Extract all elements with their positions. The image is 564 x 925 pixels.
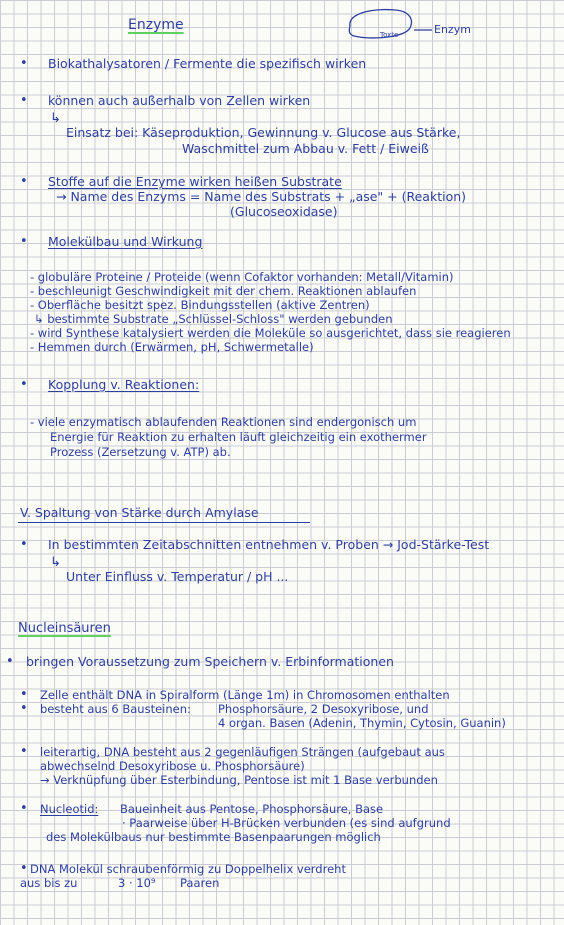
s7-l3: → Verknüpfung über Esterbindung, Pentose ist mit 1 Base verbunden (40, 773, 438, 787)
s6-line2: Unter Einfluss v. Temperatur / pH ... (66, 569, 289, 584)
s3-line2: → Name des Enzyms = Name des Substrats + „ase" + (Reaktion) (56, 189, 467, 204)
s7-d3: 3 · 10⁹ (118, 876, 156, 890)
s7-d1: DNA Molekül schraubenförmig zu Doppelhelix verdreht (30, 862, 346, 876)
bullet: • (20, 701, 28, 716)
s7-z2c: 4 organ. Basen (Adenin, Thymin, Cytosin, Guanin) (218, 716, 506, 730)
s6-heading: V. Spaltung von Stärke durch Amylase (20, 505, 259, 520)
s7-n4: des Molekülbaus nur bestimmte Basenpaarungen möglich (46, 830, 381, 844)
s7-d2: aus bis zu (20, 876, 78, 890)
bullet: • (20, 93, 28, 108)
einsatz-line-2: Waschmittel zum Abbau v. Fett / Eiweiß (182, 141, 429, 156)
s4-item: - globuläre Proteine / Proteide (wenn Cofaktor vorhanden: Metall/Vitamin) (30, 270, 454, 284)
s7-z1: Zelle enthält DNA in Spiralform (Länge 1m) in Chromosomen enthalten (40, 688, 450, 702)
bullet: • (20, 537, 28, 552)
s3-line1: Stoffe auf die Enzyme wirken heißen Substrate (48, 174, 342, 189)
bullet: • (6, 654, 14, 669)
bullet: • (20, 174, 28, 189)
arrow-icon: ↳ (50, 111, 61, 126)
arrow-icon: ↳ (50, 555, 61, 570)
bullet: • (20, 687, 28, 702)
s4-item: - wird Synthese katalysiert werden die Moleküle so ausgerichtet, dass sie reagieren (30, 326, 511, 340)
s4-heading: Molekülbau und Wirkung (48, 234, 203, 249)
s1-line: Biokathalysatoren / Fermente die spezifisch wirken (48, 56, 367, 71)
s7-z2: besteht aus 6 Bausteinen: (40, 702, 191, 716)
bullet: • (20, 56, 28, 71)
page-title: Enzyme (128, 17, 184, 33)
s2-line: können auch außerhalb von Zellen wirken (48, 93, 311, 108)
section-title: Nucleinsäuren (18, 621, 111, 636)
s5-heading: Kopplung v. Reaktionen: (48, 377, 200, 392)
s7-l2: abwechselnd Desoxyribose u. Phosphorsäure) (40, 759, 305, 773)
einsatz-line: Einsatz bei: Käseproduktion, Gewinnung v. Glucose aus Stärke, (66, 125, 461, 140)
bullet: • (20, 744, 28, 759)
s4-item: - Hemmen durch (Erwärmen, pH, Schwermetalle) (30, 340, 314, 354)
s6-underline (18, 522, 310, 523)
s7-l1: leiterartig, DNA besteht aus 2 gegenläufigen Strängen (aufgebaut aus (40, 745, 445, 759)
s5-item: Energie für Reaktion zu erhalten läuft gleichzeitig ein exothermer (50, 430, 427, 444)
bullet: • (20, 234, 28, 249)
s7-n3: · Paarweise über H-Brücken verbunden (es sind aufgrund (122, 816, 451, 830)
s7-n1: Nucleotid: (40, 802, 99, 816)
s7-n2: Baueinheit aus Pentose, Phosphorsäure, Base (120, 802, 384, 816)
s5-item: - viele enzymatisch ablaufenden Reaktionen sind endergonisch um (30, 415, 417, 429)
diagram-small-label: Toxte (380, 31, 399, 39)
bullet: • (20, 861, 28, 876)
s7-d4: Paaren (180, 876, 220, 890)
bullet: • (20, 377, 28, 392)
s5-item: Prozess (Zersetzung v. ATP) ab. (50, 445, 231, 459)
s6-line1: In bestimmten Zeitabschnitten entnehmen v. Proben → Jod-Stärke-Test (48, 537, 490, 552)
s7-z2b: Phosphorsäure, 2 Desoxyribose, und (218, 702, 429, 716)
s3-line3: (Glucoseoxidase) (230, 204, 338, 219)
s4-item: - beschleunigt Geschwindigkeit mit der chem. Reaktionen ablaufen (30, 284, 417, 298)
s4-item: ↳ bestimmte Substrate „Schlüssel-Schloss" werden gebunden (34, 312, 393, 326)
bullet: • (20, 801, 28, 816)
s7-line1: bringen Voraussetzung zum Speichern v. Erbinformationen (26, 654, 394, 669)
enzyme-diagram (340, 4, 540, 44)
diagram-label: Enzym (434, 23, 471, 36)
s4-item: - Oberfläche besitzt spez. Bindungsstellen (aktive Zentren) (30, 298, 370, 312)
